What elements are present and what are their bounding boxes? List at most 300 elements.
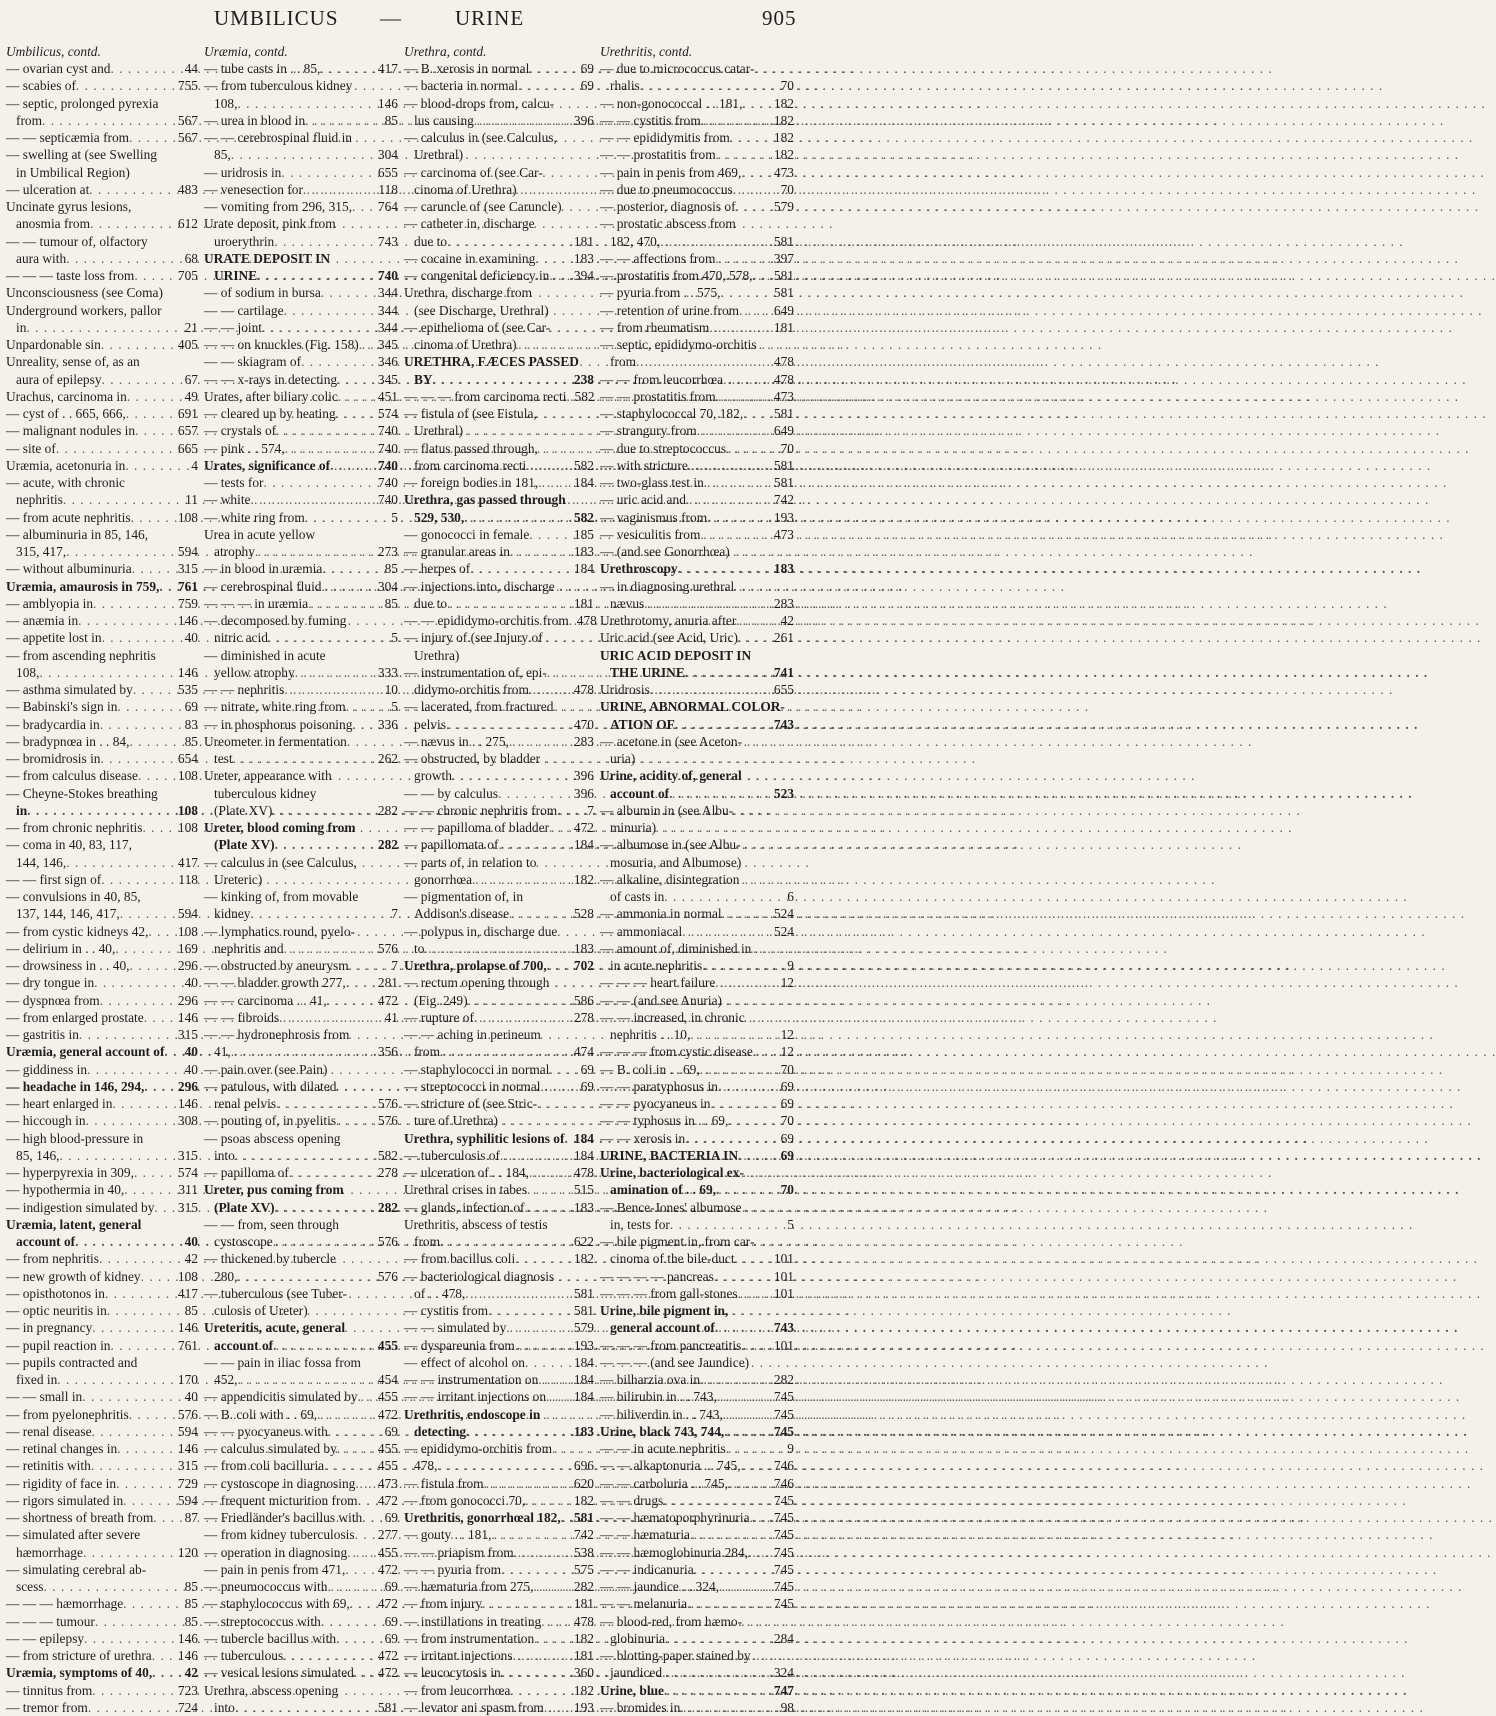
index-entry: [204, 509, 398, 526]
index-entry: [404, 1319, 594, 1336]
page-reference: 746: [773, 1475, 794, 1491]
dot-leader: [84, 1630, 176, 1647]
page-reference: 182: [573, 1492, 594, 1508]
index-entry: [6, 1457, 198, 1474]
index-entry: [6, 629, 198, 646]
dot-leader: [464, 509, 572, 526]
index-entry: [404, 1509, 594, 1526]
dot-leader: [549, 819, 572, 836]
dot-leader: [491, 1526, 571, 1543]
index-entry: [404, 1613, 594, 1630]
page-reference: 454: [377, 1372, 398, 1387]
index-entry: [404, 1544, 594, 1561]
dot-leader: [640, 77, 779, 94]
entry-text: Urethroscopy: [600, 561, 678, 577]
index-entry: [600, 698, 794, 715]
page-reference: 740: [377, 423, 398, 439]
entry-text: — — small in: [6, 1389, 83, 1405]
index-entry: [600, 1026, 794, 1043]
entry-text: — rupture of: [404, 1009, 474, 1025]
dot-leader: [529, 526, 572, 543]
page-reference: 146: [177, 1441, 198, 1456]
dot-leader: [235, 1147, 376, 1164]
dot-leader: [719, 1578, 772, 1595]
index-entry: [404, 284, 594, 301]
index-entry: [6, 595, 198, 612]
entry-text: Urine, black 743, 744,: [600, 1423, 725, 1439]
entry-text: — shortness of breath from: [6, 1510, 154, 1525]
page-reference: 478: [573, 1613, 594, 1629]
index-entry: [6, 1526, 198, 1543]
dot-leader: [726, 440, 779, 457]
page-reference: 183: [773, 561, 794, 577]
entry-text: — injury of (see Injury of: [404, 630, 543, 646]
page-reference: 745: [773, 1596, 794, 1612]
page-reference: 261: [773, 630, 794, 646]
dot-leader: [663, 1492, 772, 1509]
dot-leader: [362, 1509, 382, 1526]
index-entry: [6, 198, 198, 215]
dot-leader: [255, 543, 376, 560]
dot-leader: [702, 957, 785, 974]
index-entry: [204, 1699, 398, 1716]
index-entry: [6, 388, 198, 405]
dot-leader: [525, 1354, 572, 1371]
entry-text: Urethral crises in tabes: [404, 1182, 528, 1198]
entry-text: Urethral): [414, 423, 464, 439]
index-entry: [404, 664, 594, 681]
index-entry: [600, 1371, 794, 1388]
index-entry: [6, 526, 198, 543]
dot-leader: [349, 957, 390, 974]
page-reference: 356: [377, 1044, 398, 1060]
dot-leader: [102, 629, 183, 646]
entry-text: — — melanuria: [600, 1596, 688, 1612]
entry-text: — tests for: [204, 475, 264, 490]
index-entry: [404, 1578, 594, 1595]
entry-text: — injections into, discharge: [404, 578, 555, 594]
entry-text: Uræmia, acetonuria in: [6, 457, 126, 473]
index-entry: [600, 819, 794, 836]
page-reference: 40: [184, 1044, 198, 1060]
index-entry: [204, 198, 398, 215]
page-reference: 193: [573, 1699, 594, 1715]
page-reference: 581: [773, 233, 794, 249]
entry-text: lus causing: [414, 112, 474, 128]
page-reference: 282: [377, 1199, 398, 1215]
page-reference: 612: [177, 216, 198, 232]
dot-leader: [138, 767, 176, 784]
entry-text: — simulating cerebral ab-: [6, 1561, 147, 1577]
page-reference: 118: [378, 181, 398, 197]
page-reference: 478: [573, 682, 594, 697]
index-entry: [6, 819, 198, 836]
dot-leader: [500, 1147, 572, 1164]
index-entry: [204, 526, 398, 543]
dot-leader: [675, 716, 772, 733]
dot-leader: [321, 284, 376, 301]
entry-text: — operation in diagnosing: [204, 1544, 348, 1560]
entry-text: — patulous, with dilated: [204, 1078, 337, 1094]
index-entry: [404, 1147, 594, 1164]
page-reference: 575: [573, 1561, 594, 1577]
index-entry: [6, 1130, 198, 1147]
dot-leader: [111, 60, 183, 77]
dot-leader: [250, 905, 389, 922]
index-entry: [404, 1423, 594, 1440]
index-entry: [600, 560, 794, 577]
page-reference: 581: [773, 268, 794, 283]
index-entry: [600, 923, 794, 940]
index-entry: [204, 353, 398, 370]
index-entry: [404, 1492, 594, 1509]
index-entry: [204, 940, 398, 957]
entry-text: — — pyocyaneus in: [600, 1096, 711, 1111]
dot-leader: [338, 388, 376, 405]
page-reference: 472: [377, 992, 398, 1008]
index-entry: [204, 1285, 398, 1302]
entry-text: — prostatic abscess from: [600, 216, 736, 232]
dot-leader: [721, 284, 772, 301]
page-reference: 360: [573, 1665, 594, 1681]
index-entry: [204, 181, 398, 198]
page-reference: 472: [377, 1665, 398, 1681]
entry-text: — — fibroids: [204, 1009, 280, 1025]
entry-text: from carcinoma recti: [414, 457, 527, 473]
index-entry: [6, 1509, 198, 1526]
dot-leader: [498, 836, 571, 853]
dot-leader: [102, 371, 183, 388]
page-reference: 283: [573, 733, 594, 749]
page-reference: 567: [177, 112, 198, 128]
page-reference: 649: [773, 302, 794, 318]
dot-leader: [474, 112, 572, 129]
dot-leader: [26, 319, 182, 336]
dot-leader: [100, 750, 175, 767]
index-entry: [404, 198, 594, 215]
entry-text: — due to pneumococcus: [600, 181, 733, 197]
dot-leader: [144, 1078, 176, 1095]
page-reference: 582: [573, 457, 594, 473]
page-reference: 478: [576, 613, 597, 628]
entry-text: — gonococci in female: [404, 526, 530, 542]
dot-leader: [295, 664, 376, 681]
entry-text: — cystitis from: [404, 1303, 489, 1318]
page-reference: 184: [573, 1389, 594, 1405]
entry-text: — kinking of, from movable: [204, 889, 359, 904]
entry-text: — pain in penis from 469,: [600, 164, 742, 180]
page-reference: 747: [773, 1682, 794, 1698]
dot-leader: [529, 60, 578, 77]
dot-leader: [308, 595, 382, 612]
page-reference: 729: [177, 1475, 198, 1491]
entry-text: aura with: [16, 250, 67, 266]
dot-leader: [753, 267, 772, 284]
dot-leader: [736, 198, 772, 215]
dot-leader: [716, 388, 772, 405]
entry-text: — retention of urine from: [600, 302, 740, 318]
page-reference: 281: [377, 975, 398, 991]
entry-text: — vesiculitis from: [600, 526, 701, 542]
index-entry: [204, 146, 398, 163]
entry-text: Urine, bacteriological ex-: [600, 1165, 744, 1180]
page-reference: 417: [177, 1285, 198, 1301]
index-entry: [204, 1250, 398, 1267]
page-reference: 344: [377, 285, 398, 301]
page-reference: 12: [780, 1044, 794, 1060]
entry-text: — Cheyne-Stokes breathing: [6, 785, 158, 801]
dot-leader: [535, 250, 572, 267]
index-entry: [404, 302, 594, 319]
index-entry: [404, 733, 594, 750]
index-entry: [404, 440, 594, 457]
index-entry: [404, 819, 594, 836]
entry-text: — staphylococcus with 69,: [204, 1596, 350, 1612]
entry-text: — cleared up by heating: [204, 406, 336, 421]
page-reference: 594: [177, 906, 198, 922]
entry-text: — uric acid and: [600, 492, 686, 508]
index-entry: [6, 854, 198, 871]
dot-leader: [337, 1440, 376, 1457]
entry-text: — — from leucorrhœa: [600, 371, 724, 387]
page-reference: 576: [377, 1268, 398, 1284]
entry-text: — decomposed by fuming: [204, 613, 347, 628]
entry-text: — — alkaptonuria . . 745,: [600, 1458, 741, 1474]
entry-text: — B. xerosis in normal: [404, 61, 530, 76]
index-entry: [600, 1561, 794, 1578]
dot-leader: [117, 698, 182, 715]
dot-leader: [534, 1630, 572, 1647]
dot-leader: [281, 164, 376, 181]
page-reference: 345: [377, 337, 398, 352]
index-entry: [404, 388, 594, 405]
index-entry: [6, 992, 198, 1009]
index-entry: [6, 1595, 198, 1612]
index-entry: [204, 1043, 398, 1060]
page-reference: 741: [773, 664, 794, 680]
entry-text: — obstructed, by bladder: [404, 751, 541, 766]
index-entry: [600, 509, 794, 526]
entry-text: nephritis: [16, 492, 63, 508]
entry-text: growth: [414, 768, 452, 784]
entry-text: — papilloma of: [204, 1165, 289, 1180]
index-entry: [404, 215, 594, 232]
index-entry: [600, 112, 794, 129]
entry-text: — from rheumatism: [600, 319, 710, 335]
index-entry: [6, 716, 198, 733]
page-reference: 70: [780, 78, 794, 94]
dot-leader: [117, 1440, 176, 1457]
dot-leader: [352, 198, 376, 215]
index-entry: [204, 1544, 398, 1561]
index-entry: [600, 647, 794, 664]
dot-leader: [529, 681, 572, 698]
entry-text: — septic, prolonged pyrexia: [6, 95, 159, 111]
dot-leader: [664, 1682, 772, 1699]
dot-leader: [91, 1457, 176, 1474]
entry-text: — from bacillus coli: [404, 1251, 516, 1267]
index-entry: [204, 1492, 398, 1509]
dot-leader: [433, 371, 572, 388]
entry-text: nephritis . . 10,: [610, 1027, 691, 1042]
index-entry: [404, 612, 597, 629]
entry-text: — levator ani spasm from: [404, 1699, 544, 1715]
entry-text: — thickened by tubercle: [204, 1251, 336, 1267]
index-entry: [404, 698, 594, 715]
entry-text: — uridrosis in: [204, 164, 282, 180]
page-reference: 394: [573, 268, 594, 283]
index-entry: [204, 1423, 398, 1440]
index-entry: [404, 1475, 594, 1492]
index-entry: [404, 146, 594, 163]
dot-leader: [700, 1371, 772, 1388]
dot-leader: [279, 1009, 382, 1026]
entry-text: cinoma of Urethra): [414, 181, 517, 197]
page-reference: 120: [177, 1544, 198, 1560]
dot-leader: [289, 1164, 376, 1181]
entry-text: URIC ACID DEPOSIT IN: [600, 647, 752, 663]
entry-text: — bradypnœa in . . 84,: [6, 733, 130, 749]
index-entry: [6, 112, 198, 129]
page-reference: 344: [377, 302, 398, 318]
page-reference: 69: [780, 1078, 794, 1094]
entry-text: — from calculus disease: [6, 768, 139, 784]
index-entry: [404, 802, 594, 819]
page-reference: 594: [177, 544, 198, 559]
entry-text: — vomiting from 296, 315,: [204, 199, 353, 214]
entry-text: — (and see Gonorrhœa): [600, 544, 730, 559]
dot-leader: [518, 77, 578, 94]
dot-leader: [525, 1199, 572, 1216]
entry-text: Urethra, abscess opening: [204, 1682, 339, 1698]
index-entry: [404, 509, 594, 526]
entry-text: URINE: [214, 268, 258, 283]
entry-text: ture of Urethra): [414, 1113, 499, 1129]
dot-leader: [685, 664, 772, 681]
entry-text: Uncinate gyrus lesions,: [6, 199, 132, 214]
entry-text: 529, 530,: [414, 509, 465, 525]
dot-leader: [93, 595, 176, 612]
index-entry: [204, 1216, 398, 1233]
index-entry: [6, 1250, 198, 1267]
entry-text: jaundiced: [610, 1665, 663, 1681]
index-entry: [204, 1578, 398, 1595]
index-entry: [600, 1112, 794, 1129]
page-reference: 581: [773, 475, 794, 490]
index-entry: [6, 302, 198, 319]
index-entry: [6, 1492, 198, 1509]
index-entry: [6, 250, 198, 267]
page-reference: 764: [377, 199, 398, 214]
dot-leader: [352, 716, 375, 733]
entry-text: — nitrate, white ring from: [204, 699, 346, 715]
entry-text: — bilirubin in . . 743,: [600, 1389, 717, 1405]
page-reference: 98: [780, 1699, 794, 1715]
entry-text: — venesection for: [204, 181, 303, 197]
dot-leader: [152, 1664, 182, 1681]
index-entry: [6, 1561, 198, 1578]
page-reference: 472: [573, 820, 594, 835]
entry-text: — from coli bacilluria: [204, 1458, 325, 1474]
page-reference: 49: [184, 388, 198, 404]
entry-text: — polypus in, discharge due: [404, 923, 558, 939]
page-reference: 41: [384, 1009, 398, 1025]
entry-text: — delirium in . . 40,: [6, 940, 116, 956]
entry-text: — pain in penis from 471,: [204, 1561, 346, 1577]
page-reference: 296: [177, 958, 198, 973]
entry-text: of . . 478,: [414, 1285, 466, 1301]
index-entry: [204, 923, 398, 940]
dot-leader: [529, 1164, 572, 1181]
entry-text: — bile pigment in, from car-: [600, 1234, 755, 1249]
entry-text: (Plate XV): [214, 837, 275, 853]
entry-text: Ureter, appearance with: [204, 768, 332, 784]
page-reference: 696: [573, 1458, 594, 1474]
entry-text: — — bladder growth 277,: [204, 975, 346, 991]
page-reference: 238: [573, 371, 594, 387]
index-entry: [204, 560, 398, 577]
index-entry: [6, 767, 198, 784]
index-entry: [600, 146, 794, 163]
dot-leader: [466, 1423, 572, 1440]
index-entry: [204, 1181, 398, 1198]
index-entry: [204, 1509, 398, 1526]
page-reference: 417: [377, 61, 398, 76]
entry-text: — anæmia in: [6, 613, 79, 628]
index-entry: [204, 767, 398, 784]
dot-leader: [134, 1164, 176, 1181]
dot-leader: [739, 302, 772, 319]
index-entry: [204, 1595, 398, 1612]
index-entry: [404, 578, 594, 595]
index-entry: [6, 60, 198, 77]
page-reference: 70: [780, 1061, 794, 1077]
page-reference: 761: [177, 1337, 198, 1353]
dot-leader: [564, 1130, 571, 1147]
index-entry: [6, 267, 198, 284]
index-entry: [204, 319, 398, 336]
index-entry: [600, 405, 794, 422]
entry-text: Uræmia, symptoms of 40,: [6, 1665, 153, 1681]
index-entry: [404, 319, 594, 336]
index-entry: [204, 1130, 398, 1147]
entry-text: fixed in: [16, 1372, 58, 1387]
entry-text: — high blood-pressure in: [6, 1130, 144, 1146]
dot-leader: [716, 146, 772, 163]
entry-text: — urea in blood in: [204, 112, 306, 128]
dot-leader: [728, 1475, 772, 1492]
entry-text: — heart enlarged in: [6, 1096, 113, 1111]
dot-leader: [472, 871, 572, 888]
entry-text: URETHRA, FÆCES PASSED: [404, 354, 579, 370]
index-entry: [404, 1682, 594, 1699]
entry-text: — new growth of kidney: [6, 1268, 141, 1284]
page-reference: 723: [177, 1682, 198, 1698]
index-entry: [404, 716, 594, 733]
entry-text: — — nephritis: [204, 682, 285, 697]
page-reference: 40: [184, 1061, 198, 1077]
entry-text: — Babinski's sign in: [6, 699, 118, 715]
index-entry: [600, 1268, 794, 1285]
index-entry: [6, 1319, 198, 1336]
dot-leader: [283, 1647, 376, 1664]
dot-leader: [715, 250, 772, 267]
index-entry: [600, 1647, 794, 1664]
index-entry: [404, 336, 594, 353]
entry-text: ATION OF: [610, 716, 675, 732]
page-reference: 5: [391, 509, 398, 525]
entry-text: — ulceration of . . 184,: [404, 1165, 529, 1180]
